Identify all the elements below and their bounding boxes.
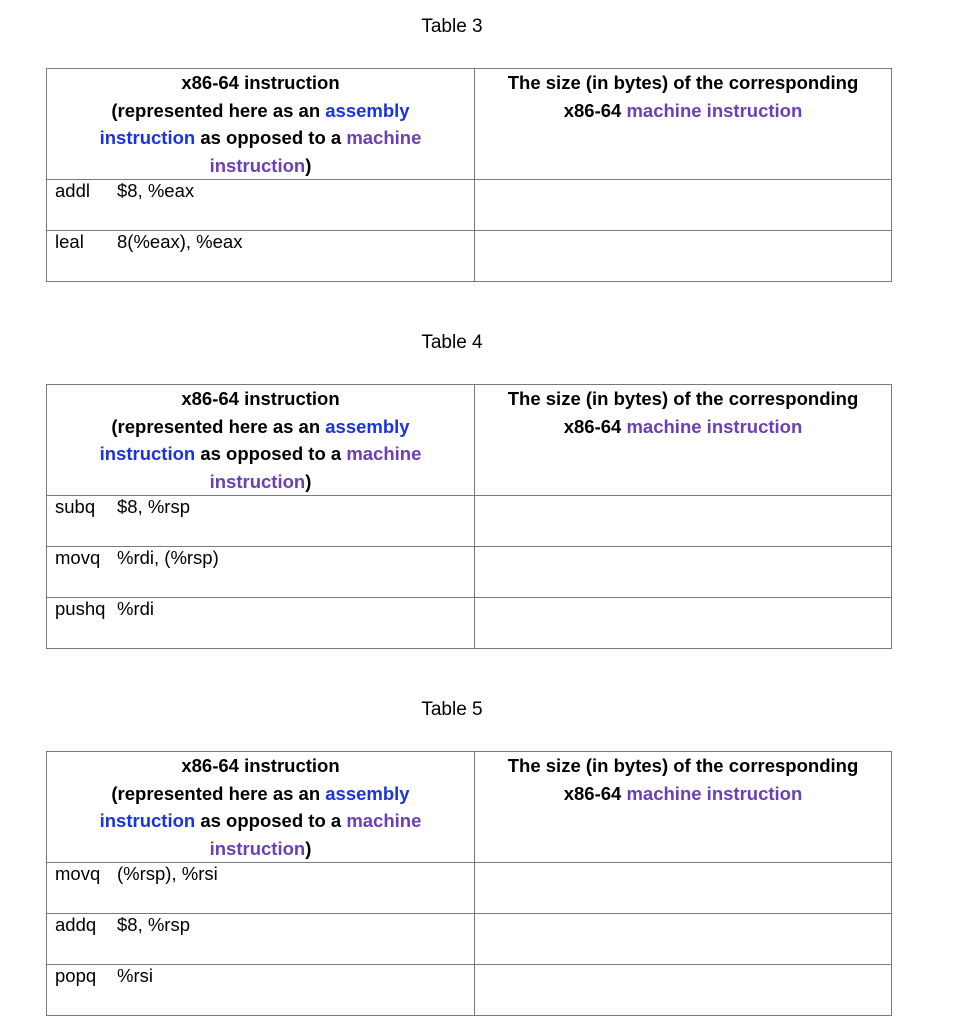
size-answer-cell[interactable] (475, 863, 892, 914)
table-5-caption: Table 5 (421, 699, 483, 720)
table-row (47, 180, 892, 231)
size-answer-cell[interactable] (475, 965, 892, 1016)
table-row (47, 914, 892, 965)
instruction-cell (47, 598, 475, 649)
table-row (47, 231, 892, 282)
operands: %rdi (117, 598, 155, 619)
operands: (%rsp), %rsi (117, 863, 218, 884)
size-answer-cell[interactable] (475, 180, 892, 231)
operands: $8, %rsp (117, 914, 191, 935)
operands: $8, %eax (117, 180, 195, 201)
mnemonic: subq (55, 496, 96, 517)
instruction-cell (47, 914, 475, 965)
mnemonic: movq (55, 863, 101, 884)
mnemonic: movq (55, 547, 101, 568)
size-answer-cell[interactable] (475, 598, 892, 649)
instruction-cell (47, 180, 475, 231)
mnemonic: leal (55, 231, 84, 252)
table-row (47, 598, 892, 649)
mnemonic: pushq (55, 598, 106, 619)
table-row (47, 965, 892, 1016)
size-answer-cell[interactable] (475, 231, 892, 282)
table-row (47, 496, 892, 547)
header-instruction: x86-64 instruction (represented here as an assembly instruction as opposed to a machine instruction) (47, 69, 475, 180)
mnemonic: popq (55, 965, 97, 986)
size-answer-cell[interactable] (475, 914, 892, 965)
table-3-caption: Table 3 (421, 16, 483, 37)
table-4 (46, 384, 892, 649)
mnemonic: addq (55, 914, 97, 935)
instruction-cell (47, 231, 475, 282)
table-3 (46, 68, 892, 282)
header-instruction: x86-64 instruction (represented here as an assembly instruction as opposed to a machine instruction) (47, 385, 475, 496)
size-answer-cell[interactable] (475, 547, 892, 598)
mnemonic: addl (55, 180, 90, 201)
size-answer-cell[interactable] (475, 496, 892, 547)
operands: %rdi, (%rsp) (117, 547, 219, 568)
table-row (47, 547, 892, 598)
operands: %rsi (117, 965, 153, 986)
table-4-caption: Table 4 (421, 332, 483, 353)
table-5 (46, 751, 892, 1016)
operands: 8(%eax), %eax (117, 231, 243, 252)
operands: $8, %rsp (117, 496, 191, 517)
header-size: The size (in bytes) of the corresponding x86-64 machine instruction (475, 69, 892, 180)
instruction-cell (47, 547, 475, 598)
header-instruction: x86-64 instruction (represented here as an assembly instruction as opposed to a machine instruction) (47, 752, 475, 863)
instruction-cell (47, 965, 475, 1016)
header-size: The size (in bytes) of the corresponding x86-64 machine instruction (475, 385, 892, 496)
header-size: The size (in bytes) of the corresponding x86-64 machine instruction (475, 752, 892, 863)
instruction-cell (47, 863, 475, 914)
table-row (47, 863, 892, 914)
instruction-cell (47, 496, 475, 547)
